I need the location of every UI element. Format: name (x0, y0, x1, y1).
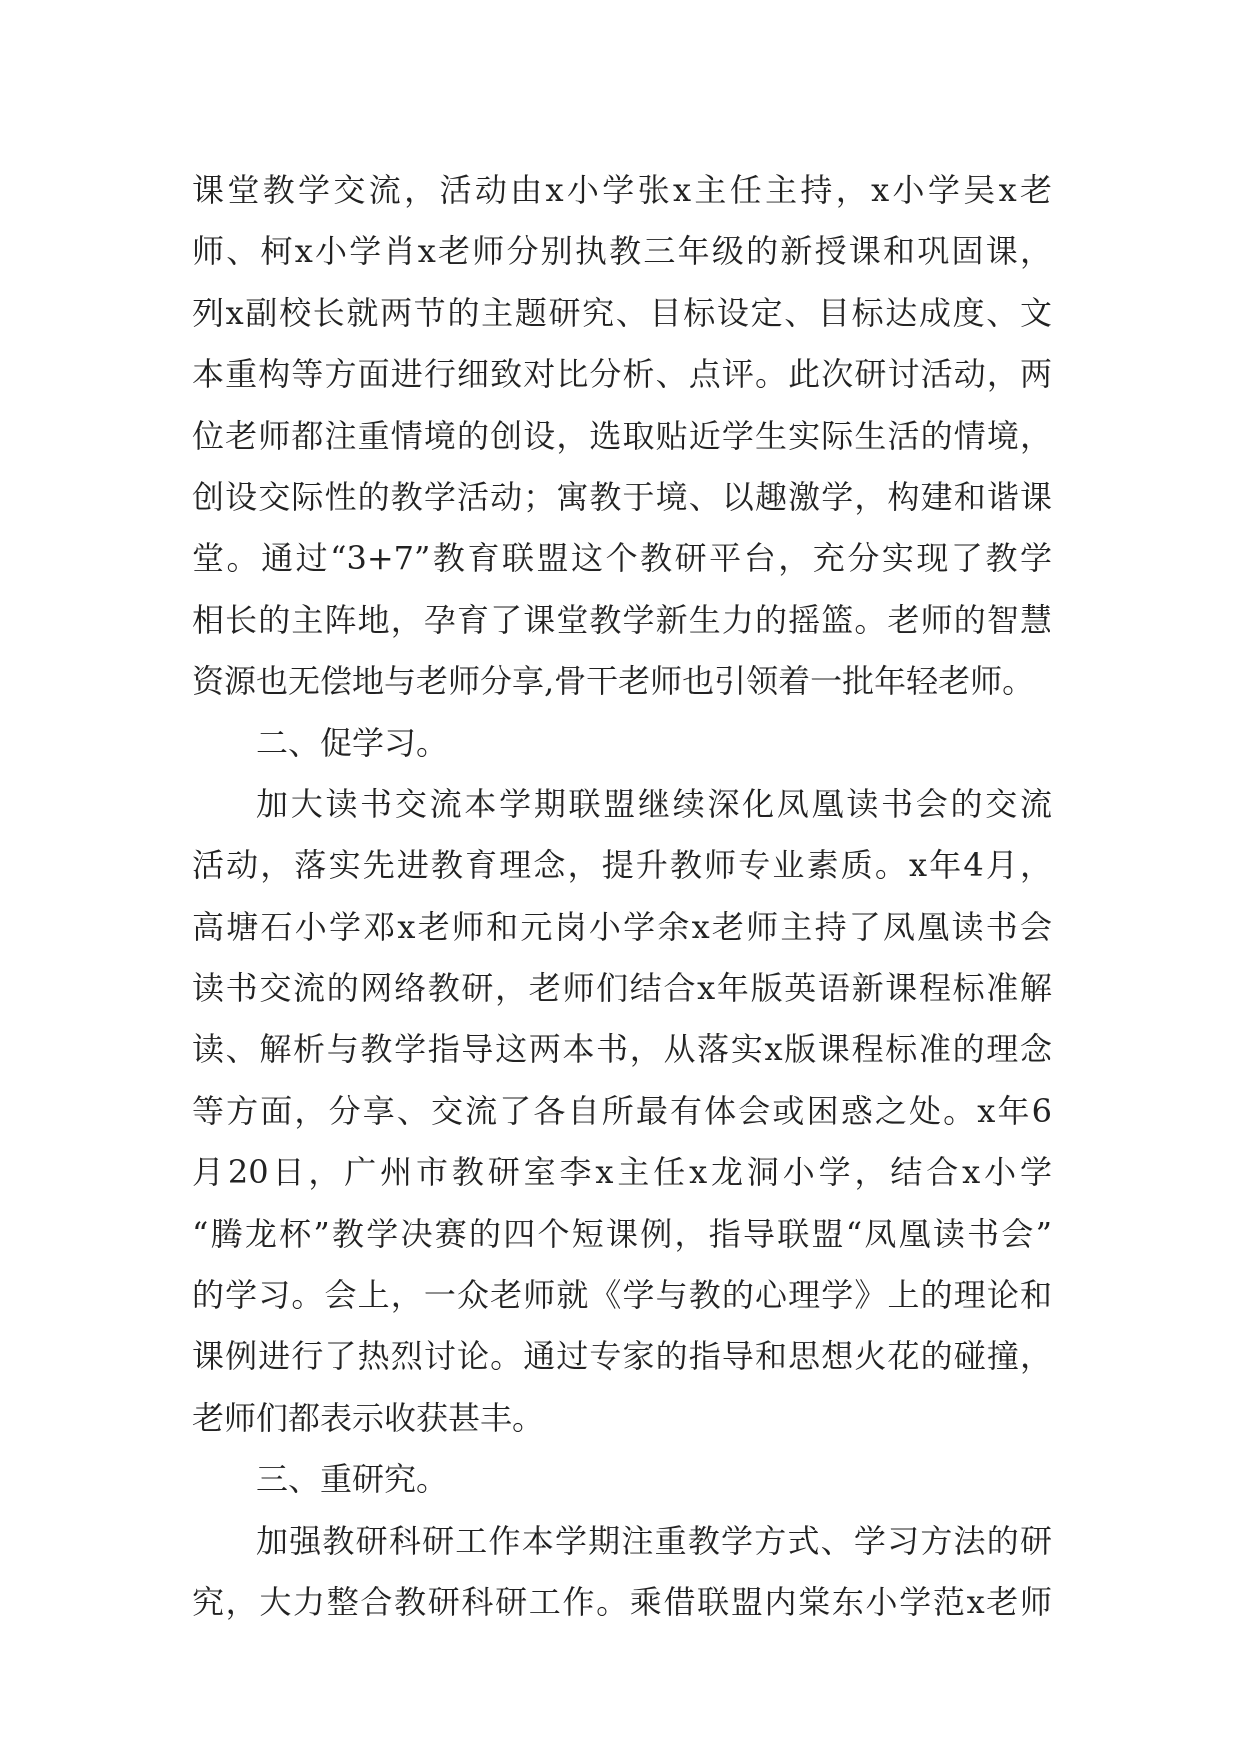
text-line: 二、促学习。 (256, 723, 449, 762)
text-line: “腾龙杯”教学决赛的四个短课例，指导联盟“凤凰读书会” (192, 1214, 1052, 1253)
text-line: 究，大力整合教研科研工作。乘借联盟内棠东小学范x老师 (192, 1582, 1052, 1621)
text-line: 本重构等方面进行细致对比分析、点评。此次研讨活动，两 (192, 355, 1052, 394)
text-line: 三、重研究。 (256, 1460, 449, 1499)
text-line: 读书交流的网络教研，老师们结合x年版英语新课程标准解 (192, 969, 1052, 1008)
text-line: 高塘石小学邓x老师和元岗小学余x老师主持了凤凰读书会 (192, 907, 1052, 946)
text-line: 创设交际性的教学活动；寓教于境、以趣激学，构建和谐课 (192, 477, 1052, 516)
text-line: 老师们都表示收获甚丰。 (192, 1398, 545, 1437)
text-line: 师、柯x小学肖x老师分别执教三年级的新授课和巩固课， (192, 232, 1052, 271)
body-text (192, 160, 1052, 1633)
text-line: 位老师都注重情境的创设，选取贴近学生实际生活的情境， (192, 416, 1052, 455)
text-line: 加大读书交流本学期联盟继续深化凤凰读书会的交流 (256, 784, 1052, 823)
text-line: 加强教研科研工作本学期注重教学方式、学习方法的研 (256, 1521, 1052, 1560)
text-line: 读、解析与教学指导这两本书，从落实x版课程标准的理念 (192, 1030, 1052, 1069)
text-line: 的学习。会上，一众老师就《学与教的心理学》上的理论和 (192, 1276, 1052, 1315)
text-line: 活动，落实先进教育理念，提升教师专业素质。x年4月， (192, 846, 1052, 885)
text-line: 堂。通过“3+7”教育联盟这个教研平台，充分实现了教学 (192, 539, 1052, 578)
text-line: 月20日，广州市教研室李x主任x龙洞小学，结合x小学 (192, 1153, 1052, 1192)
text-line: 列x副校长就两节的主题研究、目标设定、目标达成度、文 (192, 293, 1052, 332)
text-line: 资源也无偿地与老师分享,骨干老师也引领着一批年轻老师。 (192, 662, 1035, 701)
text-line: 相长的主阵地，孕育了课堂教学新生力的摇篮。老师的智慧 (192, 600, 1052, 639)
text-line: 课例进行了热烈讨论。通过专家的指导和思想火花的碰撞， (192, 1337, 1052, 1376)
text-line: 课堂教学交流，活动由x小学张x主任主持，x小学吴x老 (192, 171, 1052, 209)
text-line: 等方面，分享、交流了各自所最有体会或困惑之处。x年6 (192, 1091, 1052, 1130)
